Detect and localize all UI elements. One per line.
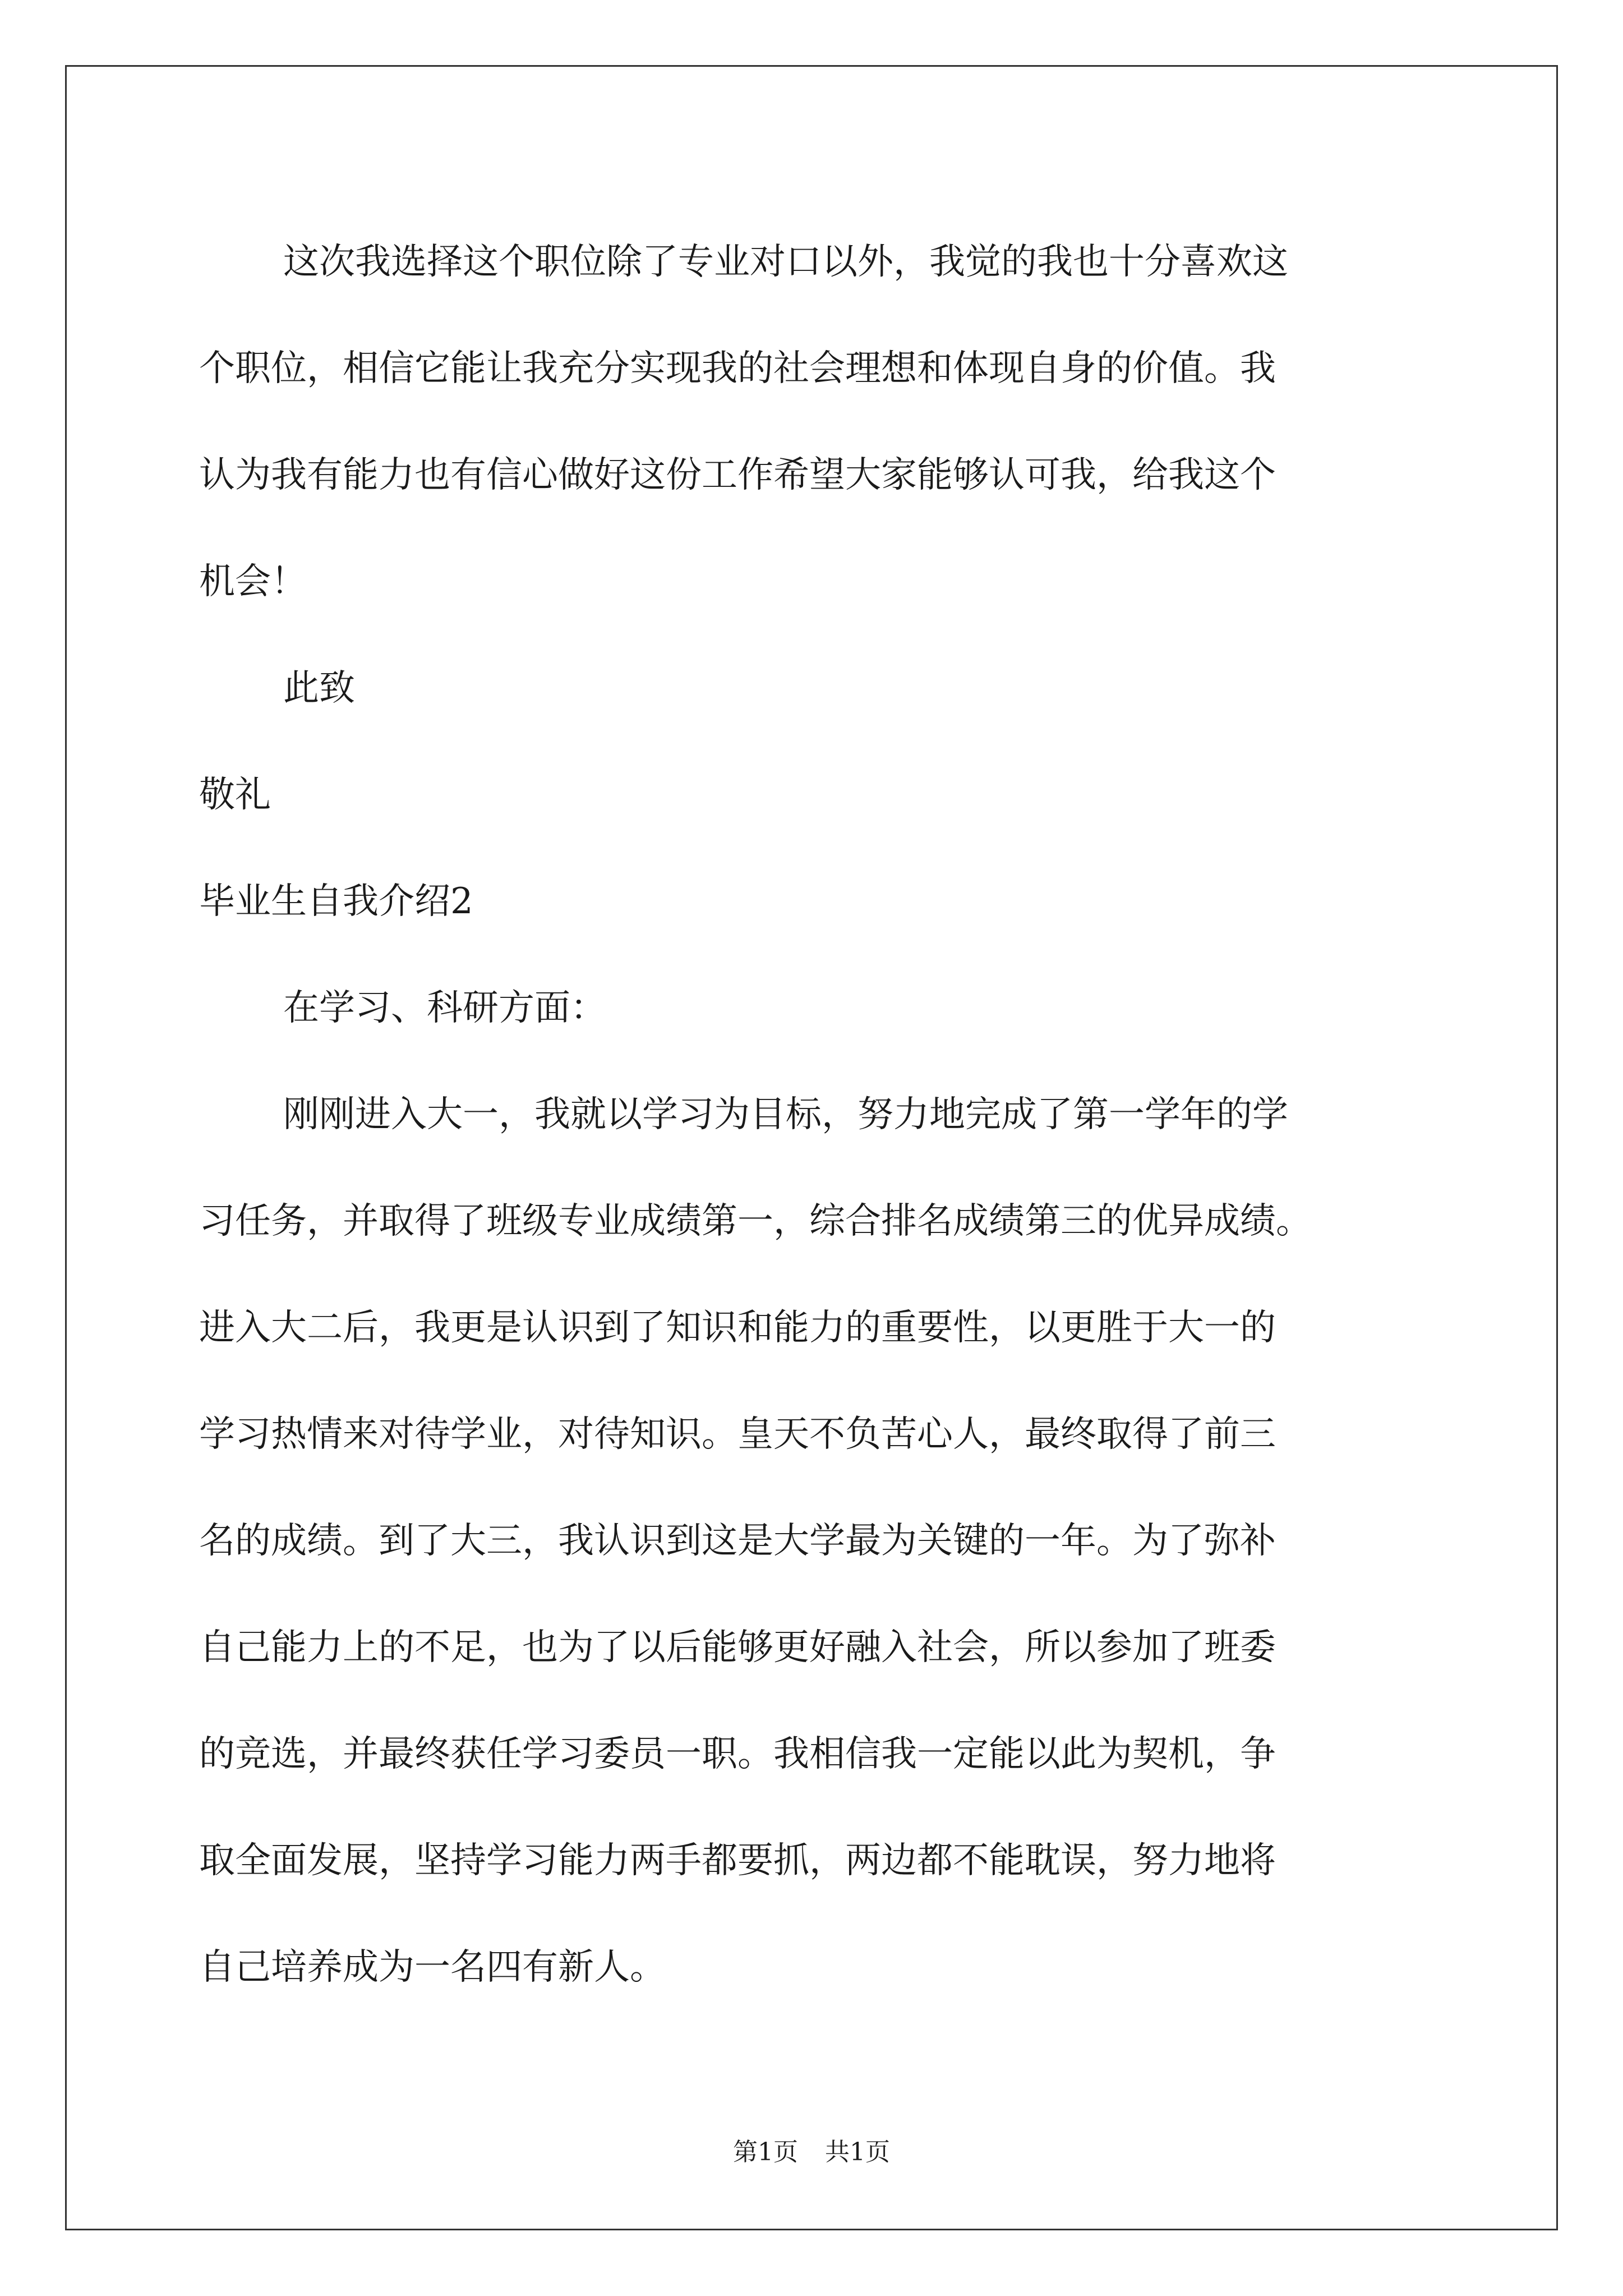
text-line: 名的成绩。到了大三，我认识到这是大学最为关键的一年。为了弥补 (199, 1520, 1276, 1562)
text-line: 认为我有能力也有信心做好这份工作希望大家能够认可我，给我这个 (199, 454, 1276, 496)
text-line: 自己培养成为一名四有新人。 (199, 1947, 666, 1988)
page-number-current: 第1页 (733, 2138, 798, 2166)
section-heading: 毕业生自我介绍2 (199, 881, 473, 922)
text-line: 习任务，并取得了班级专业成绩第一，综合排名成绩第三的优异成绩。 (199, 1200, 1312, 1242)
text-line: 个职位，相信它能让我充分实现我的社会理想和体现自身的价值。我 (199, 348, 1276, 389)
text-line: 刚刚进入大一，我就以学习为目标，努力地完成了第一学年的学 (283, 1094, 1288, 1135)
page-footer (0, 2132, 1623, 2168)
text-line: 学习热情来对待学业，对待知识。皇天不负苦心人，最终取得了前三 (199, 1414, 1276, 1455)
text-line: 取全面发展，坚持学习能力两手都要抓，两边都不能耽误，努力地将 (199, 1840, 1276, 1881)
text-line: 机会！ (199, 561, 307, 602)
subsection-heading: 在学习、科研方面： (283, 987, 606, 1029)
text-line: 这次我选择这个职位除了专业对口以外，我觉的我也十分喜欢这 (283, 241, 1288, 283)
text-line: 进入大二后，我更是认识到了知识和能力的重要性，以更胜于大一的 (199, 1307, 1276, 1349)
document-body (199, 209, 1431, 2021)
closing-respect: 敬礼 (199, 774, 271, 816)
paragraph-intro (199, 209, 1431, 635)
text-line: 自己能力上的不足，也为了以后能够更好融入社会，所以参加了班委 (199, 1627, 1276, 1668)
paragraph-study (199, 1061, 1431, 2021)
text-line: 的竞选，并最终获任学习委员一职。我相信我一定能以此为契机，争 (199, 1733, 1276, 1775)
closing-salutation: 此致 (283, 668, 355, 709)
page-number-total: 共1页 (825, 2138, 890, 2166)
